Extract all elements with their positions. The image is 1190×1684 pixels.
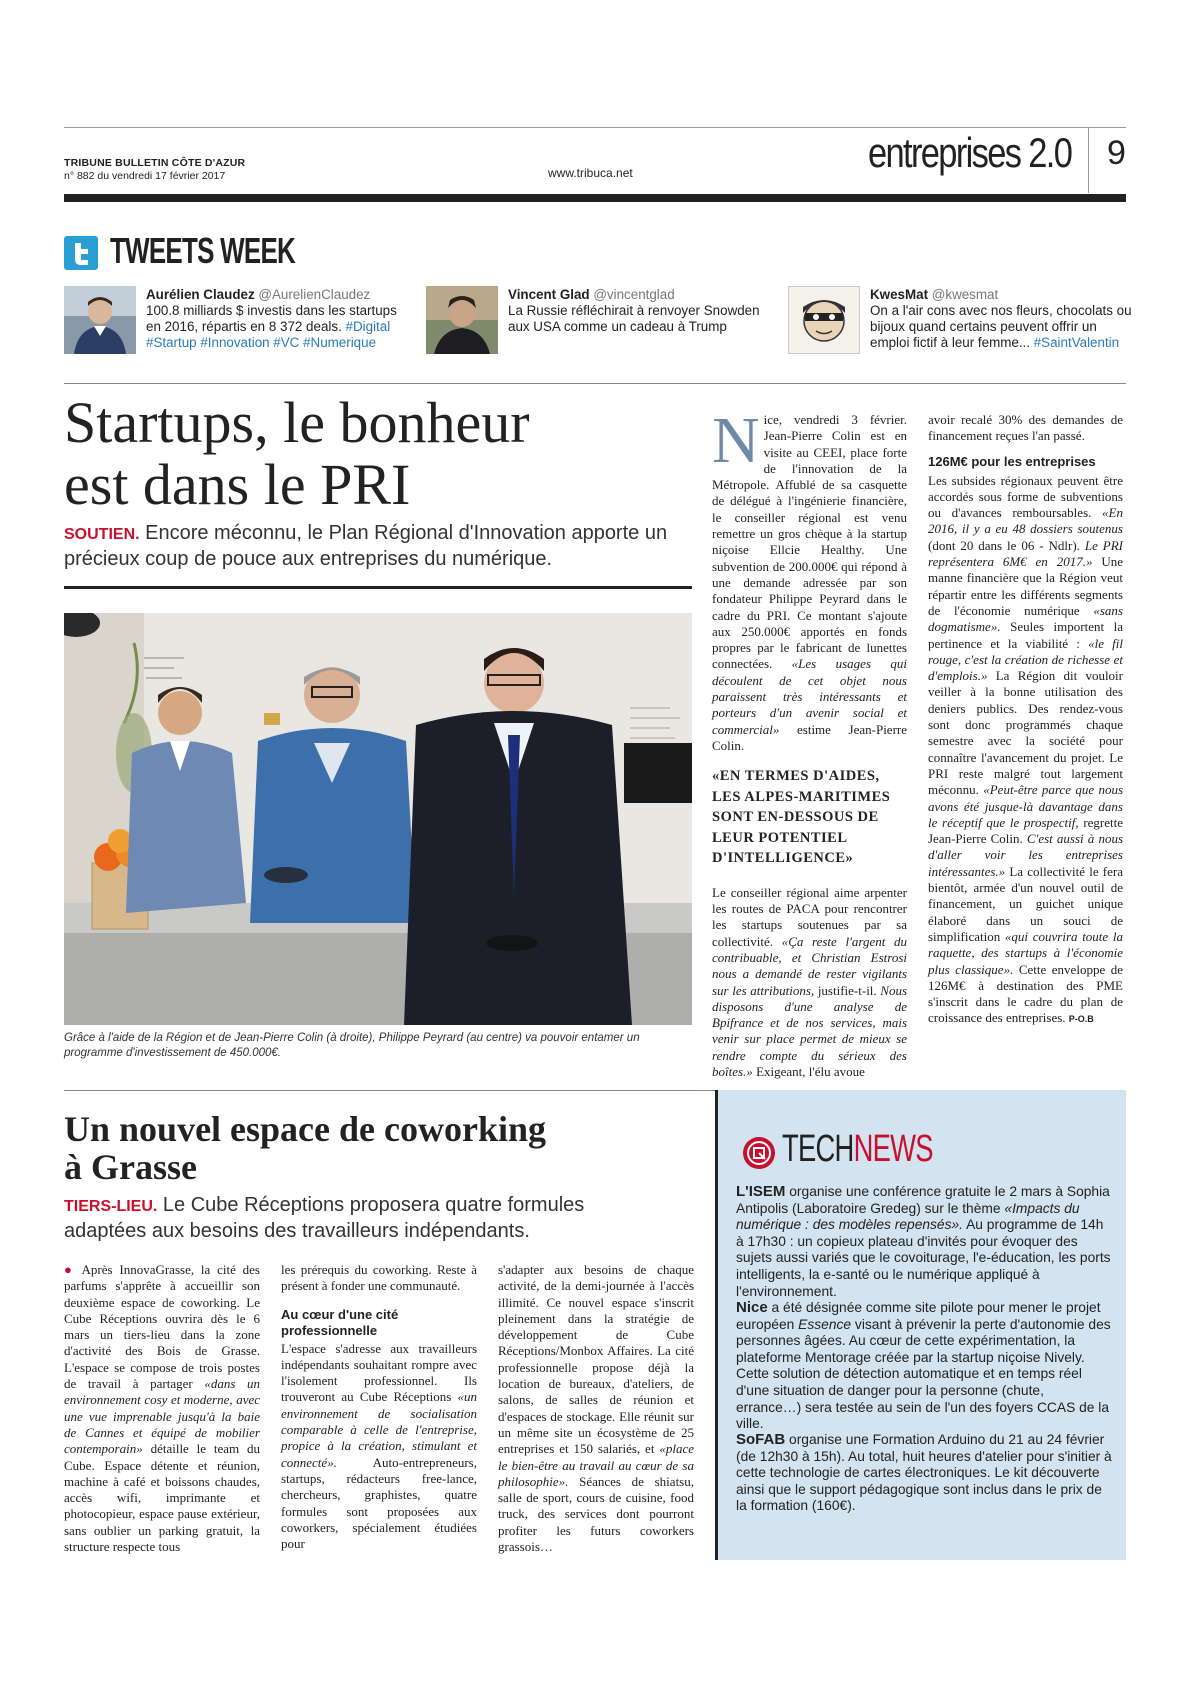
quote: «place le bien-être au travail au cœur de sa philosophie». xyxy=(498,1441,694,1489)
article2-col3 xyxy=(498,1262,694,1555)
article1-title-line1: Startups, le bonheur xyxy=(64,390,530,455)
technews-left-border xyxy=(715,1090,718,1560)
technews-lead: SoFAB xyxy=(736,1431,786,1448)
article2-lead-text: Le Cube Réceptions proposera quatre formules adaptées aux besoins des travailleurs indépendants. xyxy=(64,1194,585,1242)
body-text: Seules importent la pertinence et la viabilité : xyxy=(928,619,1123,651)
quote: C'est aussi à nous d'aller voir les entreprises intéressantes.» xyxy=(928,831,1123,879)
body-text: Au programme de 14h à 17h30 : un copieux plateau d'invités pour évoquer des sujets aussi variés que le covoiturage, l'e-éducation, les ports intelligents, la e-santé ou le numérique appliqué à l'environnement. xyxy=(736,1217,1111,1299)
tweet-tags[interactable]: #SaintValentin xyxy=(1033,335,1120,350)
avatar xyxy=(788,286,860,354)
technews-title-a: TECH xyxy=(782,1128,854,1170)
body-text: La collectivité le fera bientôt, armée d'un nouvel outil de financement, un guichet unique élaboré dans un souci de simplification xyxy=(928,863,1123,944)
article1-title xyxy=(64,392,530,516)
article1-photo xyxy=(64,613,692,1025)
header-bar xyxy=(64,194,1126,202)
body-text: ice, vendredi 3 février. Jean-Pierre Colin est en visite au CEEI, place forte de l'innovation de la Métropole. Affublé de sa casquette de délégué à l'ingénierie financière, le conseiller régional est venu remettre un gros chèque à la startup niçoise Ellcie Healthy. Une subvention de 200.000€ qui répond à une demande adressée par son fondateur Philippe Peyrard dans le cadre du PRI. Ce montant s'ajoute aux 250.000€ apportés en fonds propres par le fabricant de lunettes connectées. xyxy=(712,412,907,672)
tweet-text: La Russie réfléchirait à renvoyer Snowden aux USA comme un cadeau à Trump xyxy=(508,303,760,334)
tweet-author[interactable]: Aurélien Claudez xyxy=(146,287,255,302)
quote: «sans dogmatisme». xyxy=(928,602,1123,635)
article2-title xyxy=(64,1110,546,1186)
quote: «Impacts du numérique : des modèles repensés». xyxy=(736,1200,1080,1233)
body-text: Le conseiller régional aime arpenter les routes de PACA pour rencontrer les startups soutenues par sa collectivité. xyxy=(712,884,907,949)
quote: «En 2016, il y a eu 48 dossiers soutenus xyxy=(928,505,1123,537)
body-text: s'adapter aux besoins de chaque activité, de la demi-journée à l'accès illimité. Ce nouvel espace s'inscrit pleinement dans la stratégie de développement de Cube Réceptions/Monbox Affaires. La cité professionnelle propose déjà la location de bureaux, d'ateliers, de salons, de salles de réunion et d'espaces de stockage. Elle réunit sur un même site un écosystème de 25 entreprises et 150 salariés, et xyxy=(498,1262,694,1457)
avatar xyxy=(64,286,136,354)
quote: Nous disposons d'une analyse de Bpifrance et de nos services, mais venir sur place permet de mieux se rendre compte du sérieux des boîtes.» xyxy=(712,982,908,1079)
quote: «Ça reste l'argent du contribuable, et Christian Estrosi nous a demandé de rester vigilants sur les attributions, xyxy=(712,933,908,998)
tweet-author[interactable]: Vincent Glad xyxy=(508,287,590,302)
body-text: (dont 20 dans le 06 - Ndlr). xyxy=(928,537,1080,553)
technews-icon xyxy=(742,1136,776,1170)
tweets-week-title: TWEETS WEEK xyxy=(110,230,296,271)
article1-title-line2: est dans le PRI xyxy=(64,452,411,517)
article1-lead xyxy=(64,521,692,571)
section-title: entreprises 2.0 xyxy=(868,129,1072,176)
quote: «un environnement de socialisation comparable à celle de l'entreprise, propice à la création, stimulant et connecté». xyxy=(281,1389,477,1470)
body-text: organise une conférence gratuite le 2 mars à Sophia Antipolis (Laboratoire Gredeg) sur le thème xyxy=(736,1184,1110,1216)
page-number: 9 xyxy=(1107,134,1126,172)
tweet-author[interactable]: KwesMat xyxy=(870,287,929,302)
top-rule xyxy=(64,127,1126,128)
body-text: Les subsides régionaux peuvent être accordés sous forme de subventions ou d'avances remboursables. xyxy=(928,472,1123,521)
tweets-divider xyxy=(64,383,1126,384)
tweet-1 xyxy=(146,287,414,351)
section-divider xyxy=(1088,127,1089,193)
bullet-dot: ● xyxy=(64,1262,76,1277)
body-text: Après InnovaGrasse, la cité des parfums s'apprête à accueillir son deuxième espace de coworking. Le Cube Réceptions ouvrira dès le 6 mars un tiers-lieu dans la zone d'activité des Bois de Grasse. L'espace se compose de trois postes de travail à partager xyxy=(64,1262,260,1392)
article2-title-line1: Un nouvel espace de coworking xyxy=(64,1109,547,1149)
body-text: visant à prévenir la perte d'autonomie des personnes âgées. Au cœur de cette expérimentation, la plateforme Mentorage créée par la startup niçoise Nively. Cette solution de détection automatique et en temps réel d'une situation de danger pour la personne (chute, errance…) sera testée au sein de l'un des foyers CCAS de la ville. xyxy=(736,1316,1111,1432)
article1-lead-text: Encore méconnu, le Plan Régional d'Innovation apporte un précieux coup de pouce aux entreprises du numérique. xyxy=(64,522,668,570)
tweet-tags[interactable]: #Digital #Startup #Innovation #VC #Numerique xyxy=(146,319,391,350)
body-text: Exigeant, l'élu avoue xyxy=(756,1064,865,1079)
body-text: a été désignée comme site pilote pour mener le projet européen xyxy=(736,1300,1101,1332)
article1-col2 xyxy=(928,412,1123,1028)
publication-name: TRIBUNE BULLETIN CÔTE D'AZUR xyxy=(64,157,246,169)
article1-col1 xyxy=(712,404,908,1080)
tweet-2 xyxy=(508,287,778,335)
signature: P-O.B xyxy=(1068,1014,1094,1025)
quote: «qui couvrira toute la raquette, des startups à l'économie plus classique». xyxy=(928,928,1123,977)
body-text: Séances de shiatsu, salle de sport, cours de cuisine, food truck, des services dont pourront profiter les futurs coworkers grassois… xyxy=(498,1473,694,1555)
subhead: 126M€ pour les entreprises xyxy=(928,453,1096,469)
body-text: Cette enveloppe de 126M€ à destination des PME s'inscrit dans le cadre du plan de croissance des entreprises. xyxy=(928,961,1123,1026)
body-text: Une manne financière que la Région veut répartir entre les différents segments de l'économie numérique xyxy=(928,554,1124,618)
article1-kicker: SOUTIEN. xyxy=(64,526,140,543)
body-text: estime Jean-Pierre Colin. xyxy=(712,721,908,753)
tweet-text: On a l'air cons avec nos fleurs, chocolats ou bijoux quand certains peuvent offrir un emploi fictif à leur femme... xyxy=(870,303,1132,350)
body-text: Auto-entrepreneurs, startups, rédacteurs free-lance, chercheurs, graphistes, quatre formules sont proposées aux coworkers, spécialement étudiées pour xyxy=(281,1454,477,1552)
avatar xyxy=(426,286,498,354)
technews-item xyxy=(736,1432,1112,1515)
pull-quote: «EN TERMES D'AIDES, LES ALPES-MARITIMES SONT EN-DESSOUS DE LEUR POTENTIEL D'INTELLIGENCE» xyxy=(712,768,891,867)
technews-item xyxy=(736,1300,1112,1433)
body-text: La Région dit vouloir veiller à la bonne utilisation des deniers publics. Des rendez-vous sont donc programmés chaque semestre avec la société pour connaître l'avancement du projet. Le PRI reste malgré tout largement méconnu. xyxy=(928,668,1124,798)
twitter-icon xyxy=(64,236,98,270)
technews-title-b: NEWS xyxy=(853,1128,933,1170)
tweet-text: 100.8 milliards $ investis dans les startups en 2016, répartis en 8 372 deals. xyxy=(146,303,397,334)
technews-lead: L'ISEM xyxy=(736,1183,786,1200)
quote: «Peut-être parce que nous avons été jusque-là davantage dans le réceptif que le prospectif, xyxy=(928,782,1124,830)
body-text: organise une Formation Arduino du 21 au 24 février (de 12h30 à 15h). Au total, huit heures d'atelier pour s'initier à cette technologie de cartes électroniques. Le kit découverte ainsi que le support pédagogique sont inclus dans le prix de la formation (160€). xyxy=(736,1432,1112,1514)
article2-kicker: TIERS-LIEU. xyxy=(64,1198,158,1215)
body-text: regrette Jean-Pierre Colin. xyxy=(928,814,1124,847)
body-text: L'espace s'adresse aux travailleurs indépendants souhaitant rompre avec l'isolement professionnel. Ils trouveront au Cube Réceptions xyxy=(281,1340,477,1405)
tweet-handle[interactable]: @vincentglad xyxy=(593,287,675,302)
technews-lead: Nice xyxy=(736,1299,768,1316)
technews-item xyxy=(736,1184,1112,1300)
body-text: les prérequis du coworking. Reste à présent à fonder une communauté. xyxy=(281,1262,477,1294)
article2-col1 xyxy=(64,1262,260,1555)
article2-title-line2: à Grasse xyxy=(64,1147,197,1187)
quote: «le fil rouge, c'est la création de richesse et d'emplois.» xyxy=(928,635,1124,684)
quote: «dans un environnement cosy et moderne, avec une vue imprenable jusqu'à la baie de Cannes et équipé de mobilier contemporain» xyxy=(64,1376,261,1457)
issue-date: n° 882 du vendredi 17 février 2017 xyxy=(64,170,226,182)
tweet-handle[interactable]: @kwesmat xyxy=(931,287,999,302)
quote: Essence xyxy=(798,1316,852,1332)
tweet-3 xyxy=(870,287,1132,351)
website-link[interactable]: www.tribuca.net xyxy=(548,166,633,180)
body-text: justifie-t-il. xyxy=(817,982,877,998)
quote: Le PRI représentera 6M€ en 2017.» xyxy=(928,537,1124,570)
technews-title xyxy=(782,1128,933,1171)
lead-rule xyxy=(64,586,692,589)
article2-lead xyxy=(64,1193,654,1243)
article2-col2 xyxy=(281,1262,477,1552)
body-text: détaille le team du Cube. Espace détente et réunion, machine à café et boissons chaudes, accès wifi, imprimante et photocopieur, espace pause extérieur, sans oublier un parking gratuit, la structure respecte tous xyxy=(64,1441,260,1555)
subhead: Au cœur d'une cité professionnelle xyxy=(281,1306,399,1338)
photo-caption: Grâce à l'aide de la Région et de Jean-Pierre Colin (à droite), Philippe Peyrard (au centre) va pouvoir entamer un programme d'investissement de 450.000€. xyxy=(64,1032,640,1059)
quote: «Les usages qui découlent de cet objet nous paraissent très intéressants et porteurs d'un avenir social et commercial» xyxy=(712,656,908,737)
tweet-handle[interactable]: @AurelienClaudez xyxy=(258,287,371,302)
body-text: avoir recalé 30% des demandes de financement reçues l'an passé. xyxy=(928,412,1123,444)
drop-cap: N xyxy=(712,404,760,477)
